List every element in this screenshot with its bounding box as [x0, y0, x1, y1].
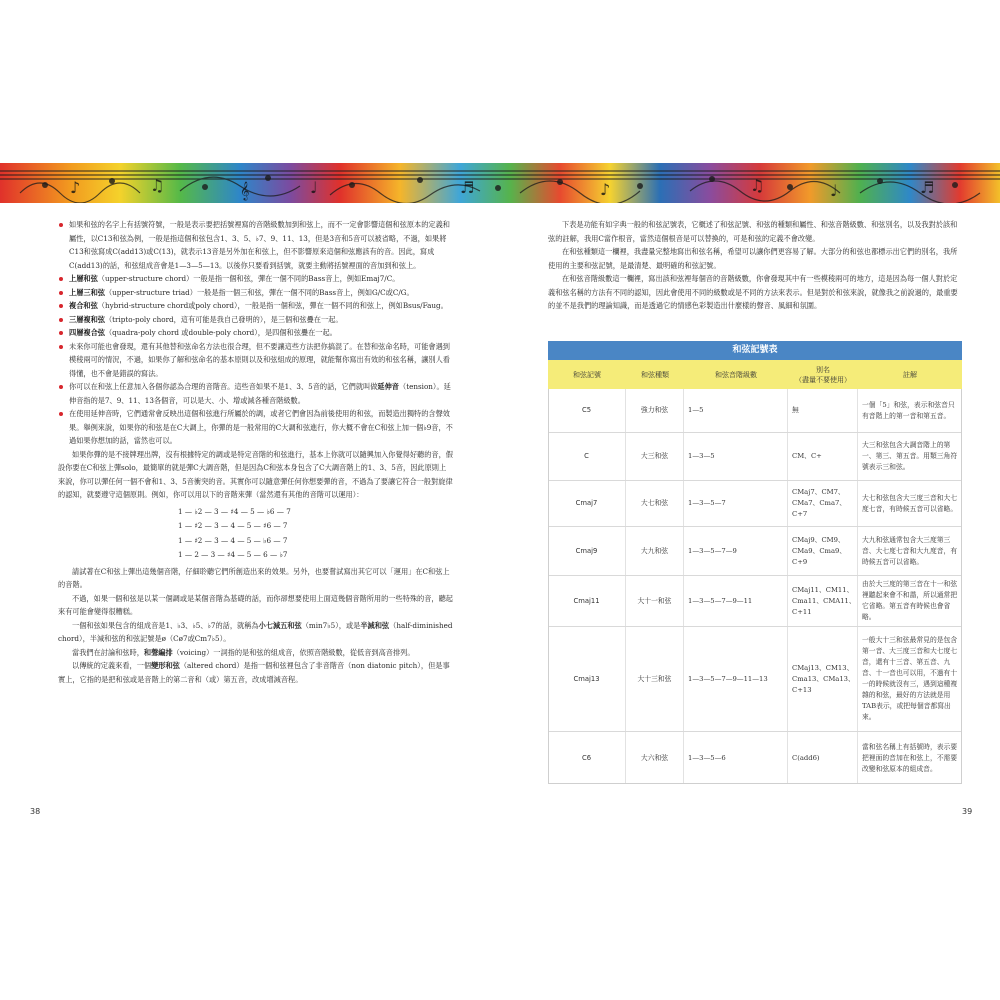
- chord-type: 大三和弦: [626, 433, 684, 480]
- chord-symbol: Cmaj9: [548, 527, 626, 575]
- chord-symbol: Cmaj13: [548, 627, 626, 731]
- chord-degrees: 1—5: [684, 389, 788, 432]
- svg-text:♬: ♬: [460, 178, 475, 197]
- bullet-item: 如果和弦的名字上有括號符號，一般是表示要把括號裡寫的音階級數加到和弦上，而不一定會影響這個和弦原本的定義和屬性，以C13和弦為例，一般是指這個和弦包含1、3、5、♭7、9、11、13，但是3音和5音可以被省略，不過，如果將C13和弦寫成C(add13)或C(13)，就表示13音是另外加在和弦上，但不影響原來這個和弦應該有的音。因此，寫成C(add13)的話，和弦組成音會是1—3—5—13。以後你只要看到括號，就要主動將括號裡面的音加到和弦上。: [58, 218, 453, 272]
- chord-alias: CMaj7、CM7、CMa7、Cma7、C+7: [788, 481, 858, 526]
- banner-art: [0, 163, 1000, 203]
- chord-type: 大十三和弦: [626, 627, 684, 731]
- chord-symbol: C5: [548, 389, 626, 432]
- chord-symbol: C6: [548, 732, 626, 784]
- column-header: 和弦記號: [573, 370, 601, 379]
- paragraph: 以傳統的定義來看，一個變形和弦（altered chord）是指一個和弦裡包含了非音階音（non diatonic pitch），但是事實上，它指的是把和弦或是音階上的第二音和（或）第五音，改成增減音程。: [58, 661, 450, 684]
- chord-alias: CMaj13、CM13、Cma13、CMa13、C+13: [788, 627, 858, 731]
- chord-type: 大十一和弦: [626, 576, 684, 626]
- bullet-item: 未來你可能也會發現，還有其他替和弦命名方法也很合理，但不要讓這些方法把你搞混了。在替和弦命名時，可能會遇到模稜兩可的情況，不過，如果你了解和弦命名的基本原則以及和弦組成的原理，就能幫你寫出有效的和弦名稱，讓別人看得懂，也不會是錯誤的寫法。: [58, 340, 453, 381]
- bullet-item: 上層三和弦（upper-structure triad）一般是指一個三和弦，彈在一個不同的Bass音上，例如G/C或C/G。: [58, 286, 453, 300]
- paragraph: 在和弦種類這一欄裡，我盡量完整地寫出和弦名稱，希望可以讓你們更容易了解。大部分的和弦也都標示出它們的別名，我所使用的主要和弦記號，是最清楚、最明確的和弦記號。: [548, 247, 958, 270]
- paragraph: 在和弦音階級數這一欄裡，寫出該和弦裡每個音的音階級數，你會發現其中有一些模稜兩可的地方，這是因為每一個人對於定義和弦名稱的方法有不同的認知，因此會使用不同的級數或是不同的方法來表示。但是對於和弦來說，就像我之前說過的，最重要的並不是我們的理論知識，而是透過它的情感色彩製造出什麼樣的聲音、風細和氛圍。: [548, 274, 958, 310]
- chord-symbol: Cmaj7: [548, 481, 626, 526]
- scale-line: 1 — ♯2 — 3 — 4 — 5 — ♭6 — 7: [178, 535, 288, 545]
- chord-degrees: 1—3—5—7: [684, 481, 788, 526]
- chord-degrees: 1—3—5—7—9—11—13: [684, 627, 788, 731]
- svg-text:♫: ♫: [750, 176, 765, 195]
- decorative-art-banner: [0, 163, 1000, 203]
- paragraph: 請試著在C和弦上彈出這幾個音階，仔細聆聽它們所創造出來的效果。另外，也要嘗試寫出其它可以「運用」在C和弦上的音階。: [58, 566, 450, 589]
- chord-note: 大九和弦通常包含大三度第三音、大七度七音和大九度音，有時候五音可以省略。: [862, 535, 958, 566]
- column-header: 註解: [903, 370, 917, 379]
- left-page-body: [58, 218, 453, 686]
- svg-text:𝄞: 𝄞: [240, 181, 250, 200]
- chord-alias: 無: [788, 389, 858, 432]
- svg-text:♪: ♪: [600, 180, 611, 199]
- chord-degrees: 1—3—5—7—9: [684, 527, 788, 575]
- chord-degrees: 1—3—5—6: [684, 732, 788, 784]
- svg-text:♬: ♬: [920, 178, 935, 197]
- table-frame: [548, 389, 962, 784]
- chord-note: 一般大十三和弦最常見的是包含第一音、大三度三音和大七度七音，還有十三音、第五音、九音、十一音也可以用，不過有十一的時候就沒有三，遇到這種複雜的和弦，最好的方法就是用TAB表示，或把每個音都寫出來。: [862, 636, 958, 721]
- page-number-left: 38: [30, 807, 41, 816]
- bullet-item: 三層複和弦（tripto-poly chord，這有可能是我自己發明的），是三個和弦疊在一起。: [58, 313, 453, 327]
- chord-note: 當和弦名稱上有括號時，表示要把裡面的音加在和弦上，不需要改變和弦原本的組成音。: [862, 742, 958, 773]
- scale-line: 1 — ♭2 — 3 — ♯4 — 5 — ♭6 — 7: [178, 506, 291, 516]
- chord-degrees: 1—3—5: [684, 433, 788, 480]
- chord-type: 大六和弦: [626, 732, 684, 784]
- scale-list: [58, 505, 453, 563]
- chord-type: 大九和弦: [626, 527, 684, 575]
- chord-note: 大七和弦包含大三度三音和大七度七音，有時候五音可以省略。: [862, 493, 958, 513]
- paragraph: 下表是功能有如字典一般的和弦記號表，它概述了和弦記號、和弦的種類和屬性、和弦音階級數、和弦別名，以及我對於該和弦的註解，我用C當作根音，當然這個根音是可以替換的，可是和弦的定義不會改變。: [548, 220, 958, 243]
- chord-alias: C(add6): [788, 732, 858, 784]
- svg-text:♩: ♩: [310, 178, 318, 197]
- chord-type: 強力和弦: [626, 389, 684, 432]
- chord-alias: CMaj9、CM9、CMa9、Cma9、C+9: [788, 527, 858, 575]
- bullet-item: 上層和弦（upper-structure chord）一般是指一個和弦，彈在一個不同的Bass音上，例如Emaj7/C。: [58, 272, 453, 286]
- chord-note: 一個「5」和弦，表示和弦音只有音階上的第一音和第五音。: [862, 400, 955, 420]
- paragraph: 當我們在討論和弦時，和聲編排（voicing）一詞指的是和弦的組成音，依照音階級數，從低音到高音排列。: [72, 647, 415, 657]
- page-number-right: 39: [962, 807, 973, 816]
- bullet-item: 複合和弦（hybrid-structure chord或poly chord），一般是指一個和弦，彈在一個不同的和弦上，例如Bsus/Faug。: [58, 299, 453, 313]
- chord-alias: CM、C+: [788, 433, 858, 480]
- chord-type: 大七和弦: [626, 481, 684, 526]
- bullet-item: 在使用延伸音時，它們通常會反映出這個和弦進行所屬於的調，或者它們會因為前後使用的和弦，而製造出獨特的含聲效果。舉例來說，如果你的和弦是在C大調上，你彈的是一般常用的C大調和弦進行，你大概不會在C和弦上加一個♭9音，不過如果你想加的話，當然也可以。: [58, 407, 453, 448]
- table-title: 和弦記號表: [548, 341, 962, 360]
- column-header: 和弦種類: [641, 370, 669, 379]
- svg-text:♪: ♪: [70, 178, 81, 197]
- chord-symbol: Cmaj11: [548, 576, 626, 626]
- column-header: 和弦音階級數: [715, 370, 757, 379]
- scale-line: 1 — ♯2 — 3 — 4 — 5 — ♯6 — 7: [178, 521, 288, 530]
- svg-text:♩: ♩: [830, 181, 838, 200]
- chord-note: 大三和弦包含大調音階上的第一、第三、第五音。用類三角符號表示三和弦。: [862, 441, 958, 471]
- chord-symbol: C: [548, 433, 626, 480]
- paragraph: 一個和弦如果包含的組成音是1、♭3、♭5、♭7的話，就稱為小七減五和弦（min7♭5），或是半減和弦（half-diminished chord），半減和弦的和弦記號是ø（Cø7或Cm7♭5）。: [58, 620, 453, 643]
- bullet-item: 你可以在和弦上任意加入各個你認為合理的音階音。這些音如果不是1、3、5音的話，它們就叫做延伸音（tension）。延伸音指的是7、9、11、13各個音，可以是大、小、增或減各種音階級數。: [58, 380, 453, 407]
- paragraph: 如果你彈的是不接牌理出牌，沒有根據特定的調或是特定音階的和弦進行，基本上你就可以隨興加入你覺得好聽的音，假設你要在C和弦上彈solo，最簡單的就是彈C大調音階，但是因為C和弦本身包含了C大調音階上的1、3、5音，因此原則上來說，你可以彈任何一個不會和1、3、5音衝突的音。其實你可以隨意彈任何你想要彈的音，不過為了要讓它符合一般對旋律的認知，就要遵守這個原則。例如，你可以用以下的音階來彈（當然還有其他的音階可以運用）：: [58, 449, 453, 499]
- bullet-item: 四層複合弦（quadra-poly chord 或double-poly chord），是四個和弦疊在一起。: [58, 326, 453, 340]
- chord-degrees: 1—3—5—7—9—11: [684, 576, 788, 626]
- table-header-row: [548, 360, 962, 389]
- column-header: 別名 （盡量不要使用）: [795, 365, 851, 384]
- scale-line: 1 — 2 — 3 — ♯4 — 5 — 6 — ♭7: [178, 550, 288, 559]
- chord-note: 由於大三度的第三音在十一和弦裡聽起來會不和諧，所以通常把它省略。第五音有時候也會省略。: [862, 580, 958, 621]
- svg-text:♫: ♫: [150, 176, 165, 195]
- paragraph: 不過，如果一個和弦是以某一個調或是某個音階為基礎的話，而你卻想要使用上面這幾個音階所用的一些特殊的音，聽起來有可能會變得很糟糕。: [58, 593, 453, 616]
- right-page-body: [548, 218, 962, 313]
- chord-alias: CMaj11、CM11、Cma11、CMA11、C+11: [788, 576, 858, 626]
